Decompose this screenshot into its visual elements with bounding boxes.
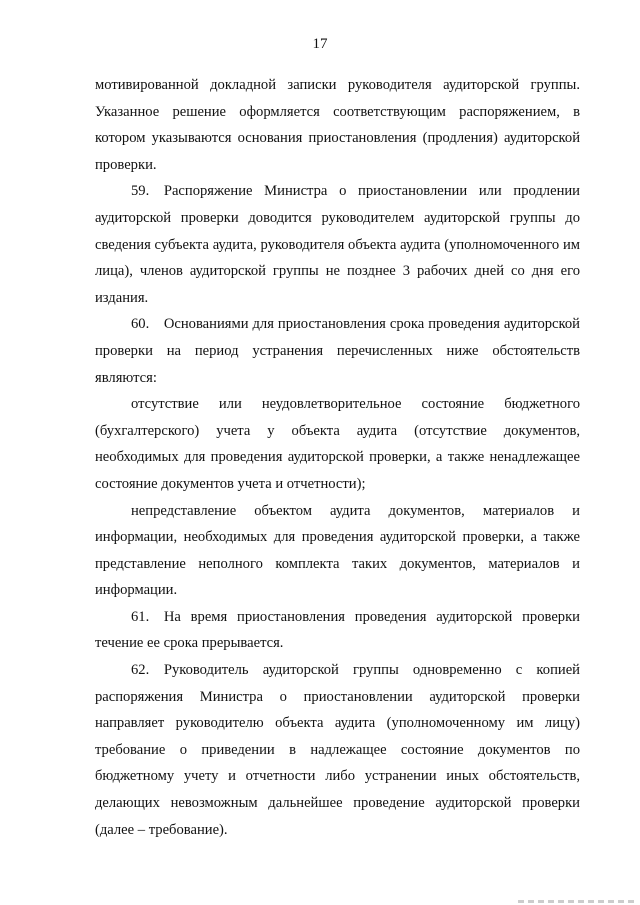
page-number: 17: [312, 36, 328, 52]
scan-artifact: [518, 900, 638, 903]
paragraph-59: 59. Распоряжение Министра о приостановлении или продлении аудиторской проверки доводится руководителем аудиторской группы до сведения субъекта аудита, руководителя объекта аудита (уполномоченного им лица), членов аудиторской группы не позднее 3 рабочих дней со дня его издания.: [95, 183, 580, 306]
paragraph-60-item-1: отсутствие или неудовлетворительное состояние бюджетного (бухгалтерского) учета у объекта аудита (отсутствие документов, необходимых для проведения аудиторской проверки, а также ненадлежащее состояние документов учета и отчетности);: [95, 396, 580, 492]
paragraph-62: 62. Руководитель аудиторской группы одновременно с копией распоряжения Министра о приостановлении аудиторской проверки направляет руководителю объекта аудита (уполномоченному им лицу) требование о приведении в надлежащее состояние документов по бюджетному учету и отчетности либо устранении иных обстоятельств, делающих невозможным дальнейшее проведение аудиторской проверки (далее – требование).: [95, 662, 580, 838]
paragraph-60: 60. Основаниями для приостановления срока проведения аудиторской проверки на период устранения перечисленных ниже обстоятельств являются:: [95, 316, 580, 386]
paragraph-60-item-2: непредставление объектом аудита документов, материалов и информации, необходимых для проведения аудиторской проверки, а также представление неполного комплекта таких документов, материалов и информации.: [95, 502, 580, 599]
paragraph-61: 61. На время приостановления проведения аудиторской проверки течение ее срока прерывается.: [95, 608, 580, 652]
document-body: [95, 72, 580, 843]
paragraph-continuation: мотивированной докладной записки руководителя аудиторской группы. Указанное решение оформляется соответствующим распоряжением, в котором указываются основания приостановления (продления) аудиторской проверки.: [95, 77, 580, 173]
